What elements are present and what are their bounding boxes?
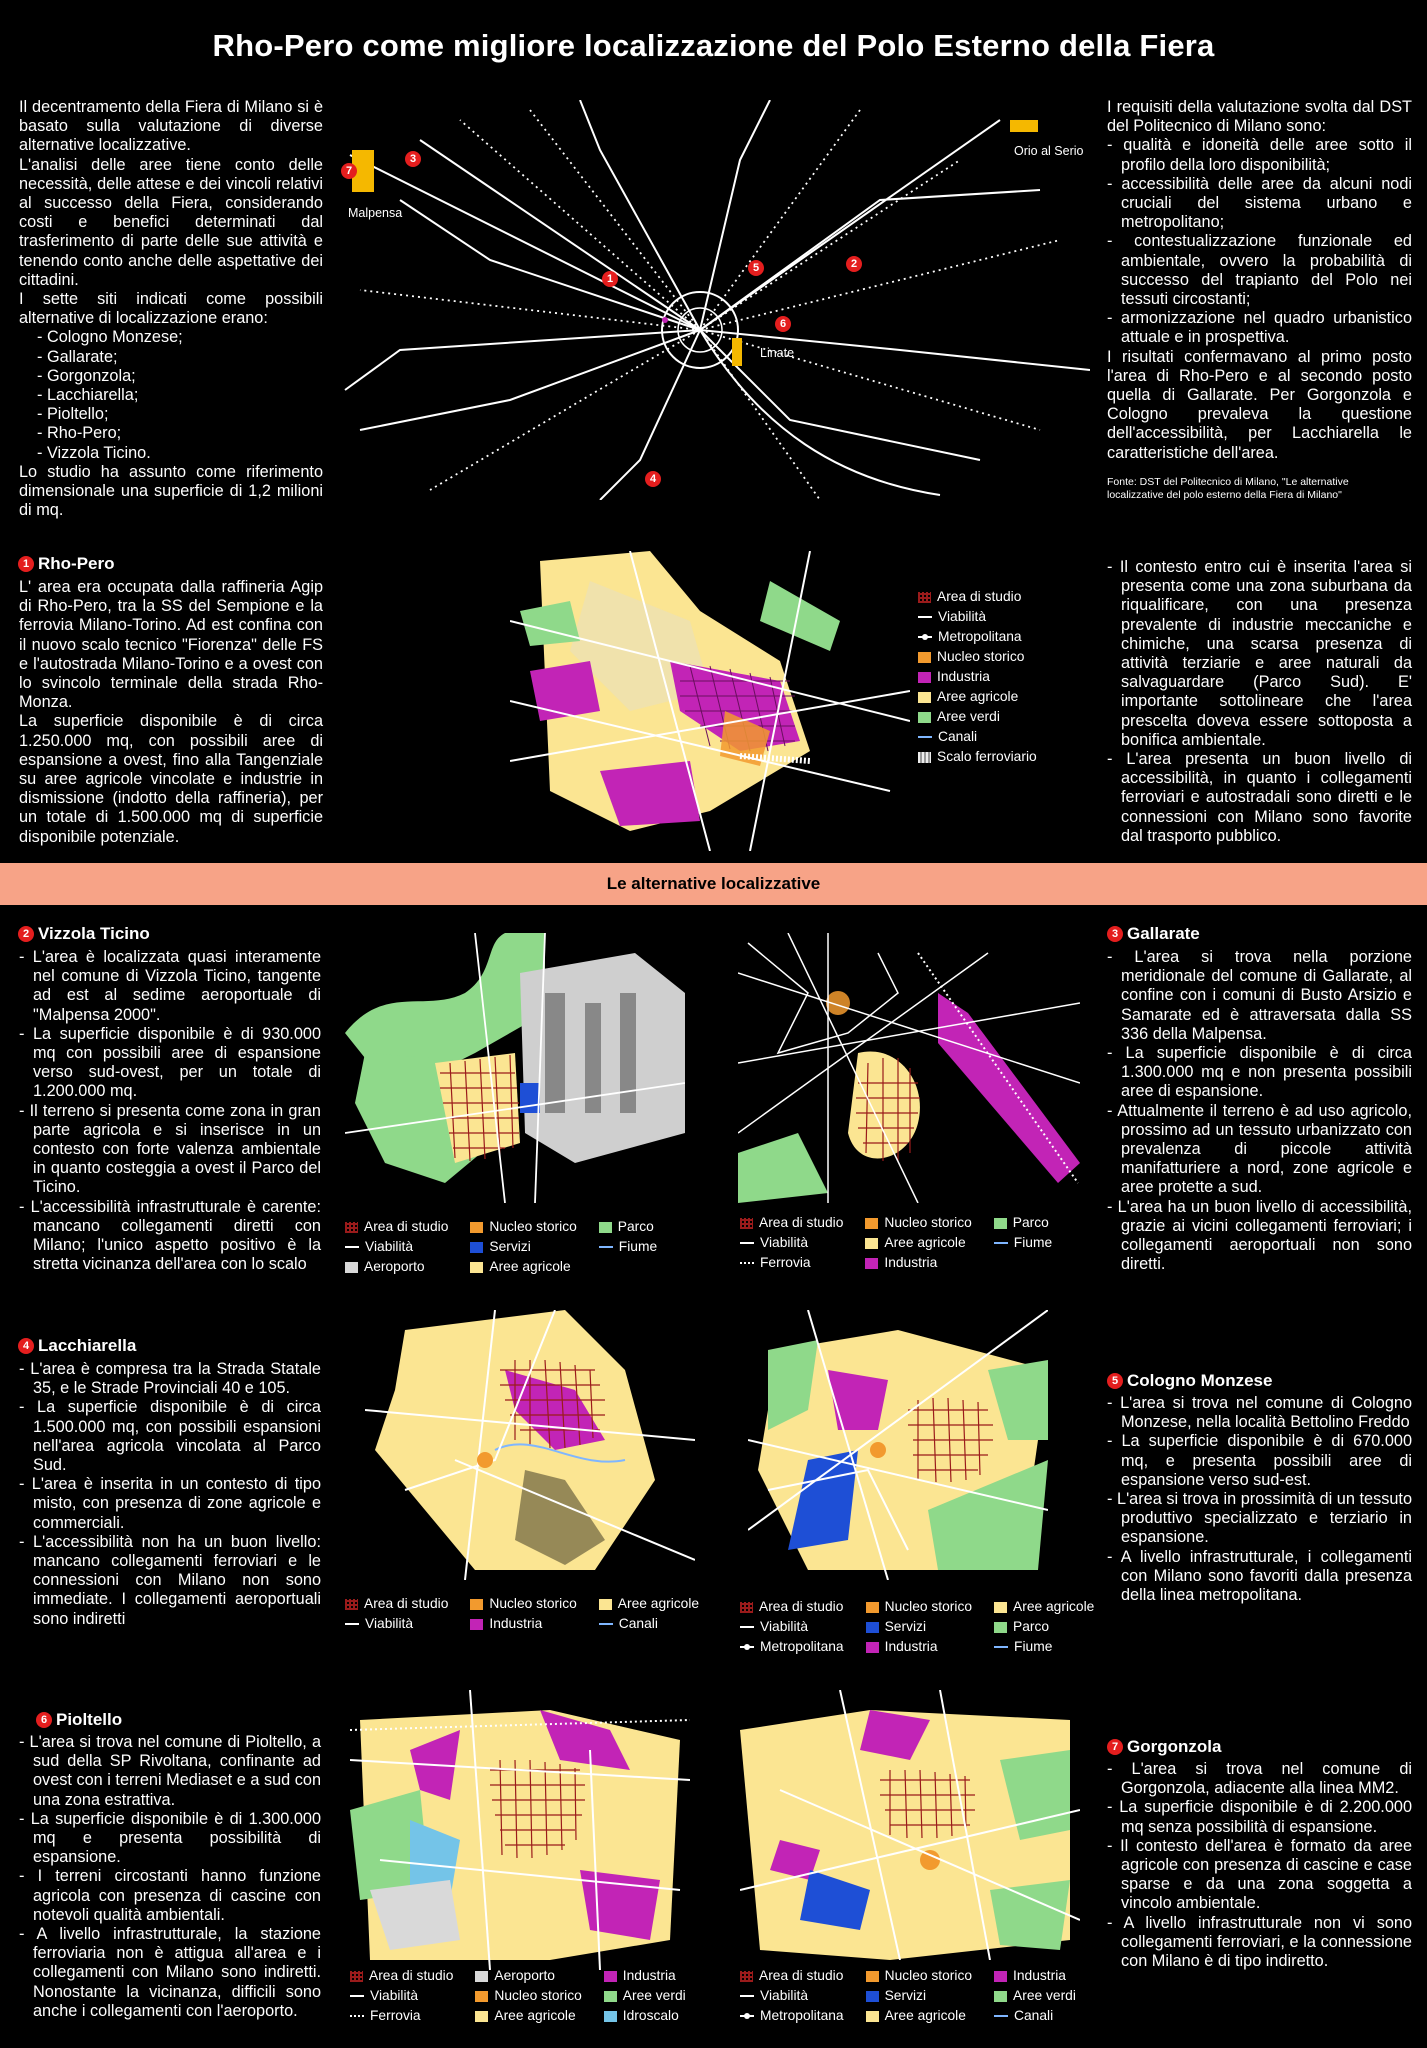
legend-label: Nucleo storico (884, 1968, 973, 1983)
swatch-aeroporto (475, 1971, 488, 1982)
swatch-studio (740, 1971, 753, 1982)
gorgonzola-legend (740, 1966, 1076, 2026)
site-item: - Rho-Pero; (37, 424, 122, 443)
cologno-item: - La superficie disponibile è di 670.000 mq, e presenta possibili aree di espansione verso sud-est. (1107, 1432, 1412, 1489)
swatch-studio (350, 1971, 363, 1982)
intro-paragraph: Il decentramento della Fiera di Milano si è basato sulla valutazione di diverse alternative localizzative. (19, 98, 323, 155)
gallarate-item: - L'area si trova nella porzione meridionale del comune di Gallarate, al confine con i comuni di Busto Arsizio e Samarate ed è attraversata dalla SS 336 della Malpensa. (1107, 948, 1412, 1043)
legend-label: Area di studio (937, 589, 1022, 604)
swatch-agricole (918, 692, 931, 703)
marker-5: 5 (1107, 1373, 1123, 1389)
lacchiarella-title-text: Lacchiarella (38, 1336, 137, 1355)
lacchiarella-text (19, 1360, 321, 1629)
rho-text (19, 578, 323, 847)
legend-label: Industria (884, 1255, 938, 1270)
swatch-agricole (475, 2011, 488, 2022)
rho-paragraph: L' area era occupata dalla raffineria Agip di Rho-Pero, tra la SS del Sempione e la ferrovia Milano-Torino. Ad est confina con il nuovo scalo tecnico "Fiorenza" delle FS e l'autostrada Milano-Torino e a ovest con lo svincolo terminale della strada Rho-Monza. (19, 578, 323, 712)
marker-3: 3 (1107, 926, 1123, 942)
rho-legend (918, 587, 1098, 767)
swatch-nucleo (918, 652, 931, 663)
site-item: - Cologno Monzese; (37, 328, 183, 347)
requirement-item: - contestualizzazione funzionale ed ambientale, ovvero la probabilità di successo del trapianto del Polo nei tessuti circostanti; (1107, 232, 1412, 309)
legend-label: Fiume (1014, 1639, 1053, 1654)
pioltello-item: - A livello infrastrutturale, la stazione ferroviaria non è attigua all'area e i collegamenti con Milano sono indiretti. Nonostante la vicinanza, difficili sono anche i collegamenti con l'aeroporto. (19, 1925, 321, 2020)
legend-label: Canali (618, 1616, 658, 1631)
legend-label: Area di studio (364, 1219, 449, 1234)
legend-label: Nucleo storico (494, 1988, 582, 2003)
swatch-nucleo (470, 1222, 483, 1233)
swatch-parco (994, 1622, 1007, 1633)
legend-label: Aree agricole (884, 2008, 966, 2023)
legend-label: Nucleo storico (884, 1215, 972, 1230)
gorgonzola-item: - La superficie disponibile è di 2.200.000 mq senza possibilità di espansione. (1107, 1798, 1412, 1836)
swatch-idroscalo (604, 2011, 617, 2022)
legend-label: Servizi (884, 1619, 927, 1634)
pioltello-item: - La superficie disponibile è di 1.300.000 mq e presenta possibilità di espansione. (19, 1809, 321, 1867)
gallarate-item: - Attualmente il terreno è ad uso agricolo, prossimo ad un tessuto urbanizzato con prevalenza di piccole attività manifatturiere a nord, zone agricole e aree protette a sud. (1107, 1101, 1412, 1197)
legend-label: Scalo ferroviario (937, 749, 1037, 764)
results-text: I risultati confermavano al primo posto l'area di Rho-Pero e al secondo posto quella di Gallarate. Per Gorgonzola e Cologno prevaleva la questione dell'accessibilità, per Lacchiarella le caratteristiche dell'area. (1107, 347, 1412, 462)
rho-analysis-item: - Il contesto entro cui è inserita l'area si presenta come una zona suburbana da riqualificare, con una presenza prevalente di industrie meccaniche e chimiche, una scarsa presenza di attività terziarie e aree naturali da salvaguardare (Parco Sud). E' importante sottolineare che l'area prescelta doveva essere sottoposta a bonifica ambientale. (1107, 558, 1412, 749)
cologno-title-text: Cologno Monzese (1127, 1371, 1273, 1390)
gallarate-item: - L'area ha un buon livello di accessibilità, grazie ai vicini collegamenti ferroviari; i collegamenti aeroportuali non sono diretti. (1107, 1197, 1412, 1274)
legend-label: Fiume (618, 1239, 658, 1254)
vizzola-title-text: Vizzola Ticino (38, 924, 150, 943)
intro-left (19, 98, 323, 520)
legend-label: Parco (617, 1219, 654, 1234)
cologno-map (748, 1310, 1048, 1580)
site-item: - Gallarate; (37, 347, 118, 366)
marker-1: 1 (18, 556, 34, 572)
swatch-nucleo (865, 1218, 878, 1229)
site-item: - Pioltello; (37, 405, 109, 424)
cologno-legend (740, 1597, 1094, 1657)
marker-7: 7 (341, 163, 357, 179)
swatch-metro (740, 2015, 754, 2017)
legend-label: Aree verdi (937, 709, 1000, 724)
legend-label: Idroscalo (622, 2008, 679, 2023)
swatch-ferrovia (740, 1262, 754, 1264)
swatch-industria (994, 1971, 1007, 1982)
legend-label: Ferrovia (760, 1255, 811, 1270)
legend-label: Aree verdi (622, 1988, 686, 2003)
legend-label: Servizi (489, 1239, 531, 1254)
legend-label: Industria (884, 1639, 938, 1654)
legend-label: Metropolitana (938, 629, 1022, 644)
pioltello-item: - L'area si trova nel comune di Pioltello, a sud della SP Rivoltana, confinante ad ovest con i terreni Mediaset e a sud con una zona estrattiva. (19, 1733, 321, 1809)
vizzola-map (345, 933, 685, 1203)
cologno-item: - A livello infrastrutturale, i collegamenti con Milano sono favoriti dalla presenza della linea metropolitana. (1107, 1547, 1412, 1605)
legend-label: Viabilità (760, 1235, 809, 1250)
legend-label: Area di studio (364, 1596, 449, 1611)
rho-title-text: Rho-Pero (38, 554, 115, 573)
pioltello-title (36, 1709, 122, 1731)
swatch-industria (865, 1258, 878, 1269)
requirement-item: - qualità e idoneità delle aree sotto il profilo della loro disponibilità; (1107, 136, 1412, 174)
legend-label: Industria (622, 1968, 676, 1983)
legend-label: Aree agricole (1013, 1599, 1095, 1614)
swatch-road (740, 1242, 754, 1244)
swatch-aeroporto (345, 1262, 358, 1273)
vizzola-title (18, 923, 150, 945)
swatch-studio (740, 1218, 753, 1229)
gorgonzola-text (1107, 1760, 1412, 1971)
requirements-intro: I requisiti della valutazione svolta dal DST del Politecnico di Milano sono: (1107, 98, 1412, 136)
swatch-fiume (994, 1646, 1008, 1648)
swatch-metro (740, 1646, 754, 1648)
swatch-road (740, 1626, 754, 1628)
legend-label: Viabilità (370, 1988, 419, 2003)
source-note: Fonte: DST del Politecnico di Milano, "Le alternative localizzative del polo esterno della Fiera di Milano" (1107, 476, 1349, 501)
swatch-industria (866, 1642, 879, 1653)
swatch-fiume (994, 1242, 1008, 1244)
pioltello-title-text: Pioltello (56, 1710, 123, 1729)
swatch-agricole (599, 1599, 612, 1610)
gallarate-legend (740, 1213, 1052, 1273)
rho-analysis (1107, 558, 1412, 846)
pioltello-map (350, 1690, 690, 1970)
gorgonzola-item: - A livello infrastrutturale non vi sono collegamenti ferroviari, e la connessione con Milano è di tipo indiretto. (1107, 1913, 1412, 1971)
gorgonzola-item: - Il contesto dell'area è formato da aree agricole con presenza di cascine e case sparse e da una zona soggetta a vincolo ambientale. (1107, 1836, 1412, 1913)
label-orio: Orio al Serio (1014, 144, 1084, 158)
swatch-servizi (866, 1991, 879, 2002)
requirement-item: - accessibilità delle aree da alcuni nodi cruciali del sistema urbano e metropolitano; (1107, 174, 1412, 232)
overview-map (340, 100, 1090, 500)
marker-6: 6 (36, 1712, 52, 1728)
legend-label: Area di studio (759, 1599, 844, 1614)
marker-2: 2 (846, 256, 862, 272)
gorgonzola-item: - L'area si trova nel comune di Gorgonzola, adiacente alla linea MM2. (1107, 1760, 1412, 1798)
legend-label: Nucleo storico (937, 649, 1025, 664)
cologno-title (1107, 1370, 1272, 1392)
swatch-studio (345, 1222, 358, 1233)
swatch-road (345, 1623, 359, 1625)
swatch-studio (345, 1599, 358, 1610)
legend-label: Parco (1012, 1215, 1049, 1230)
legend-label: Metropolitana (760, 2008, 844, 2023)
site-item: - Lacchiarella; (37, 386, 139, 405)
vizzola-text (19, 948, 321, 1274)
cologno-item: - L'area si trova nel comune di Cologno Monzese, nella località Bettolino Freddo (1107, 1394, 1412, 1432)
label-linate: Linate (760, 346, 795, 360)
swatch-studio (918, 592, 931, 603)
swatch-nucleo (470, 1599, 483, 1610)
gorgonzola-title-text: Gorgonzola (1127, 1737, 1222, 1756)
lacchiarella-item: - L'area è compresa tra la Strada Statale 35, e le Strade Provinciali 40 e 105. (19, 1360, 321, 1398)
page-title: Rho-Pero come migliore localizzazione del Polo Esterno della Fiera (212, 28, 1215, 63)
gallarate-item: - La superficie disponibile è di circa 1.300.000 mq e non presenta possibili aree di espansione. (1107, 1044, 1412, 1101)
gorgonzola-title (1107, 1736, 1221, 1758)
swatch-nucleo (475, 1991, 488, 2002)
lacchiarella-legend (345, 1594, 699, 1634)
swatch-verdi (918, 712, 931, 723)
swatch-parco (994, 1218, 1007, 1229)
vizzola-item: - L'area è localizzata quasi interamente nel comune di Vizzola Ticino, tangente ad est al sedime aeroportuale di "Malpensa 2000". (19, 948, 321, 1024)
legend-label: Area di studio (759, 1215, 844, 1230)
vizzola-item: - La superficie disponibile è di 930.000 mq con possibili aree di espansione verso sud-ovest, per un totale di 1.200.000 mq. (19, 1024, 321, 1101)
legend-label: Viabilità (938, 609, 987, 624)
swatch-parco (599, 1222, 612, 1233)
swatch-canal (918, 736, 932, 738)
lacchiarella-map (365, 1310, 695, 1580)
marker-3: 3 (405, 151, 421, 167)
swatch-road (345, 1246, 359, 1248)
gallarate-title (1107, 923, 1200, 945)
lacchiarella-title (18, 1335, 136, 1357)
marker-4: 4 (645, 471, 661, 487)
legend-label: Servizi (884, 1988, 927, 2003)
intro-paragraph: I sette siti indicati come possibili alternative di localizzazione erano: (19, 290, 323, 328)
legend-label: Aree agricole (884, 1235, 966, 1250)
marker-7: 7 (1107, 1739, 1123, 1755)
legend-label: Nucleo storico (489, 1219, 577, 1234)
lacchiarella-item: - L'accessibilità non ha un buon livello: mancano collegamenti ferroviari e le connessioni con Milano non sono immediate. I collegamenti aeroportuali sono indiretti (19, 1532, 321, 1628)
swatch-ferrovia (350, 2015, 364, 2017)
swatch-nucleo (866, 1971, 879, 1982)
intro-paragraph: L'analisi delle aree tiene conto delle necessità, delle attese e dei vincoli relativi al successo della Fiera, considerando costi e benefici determinati dal trasferimento di parte delle sue attività e tenendo conto anche delle aspettative dei cittadini. (19, 155, 323, 289)
legend-label: Aeroporto (494, 1968, 555, 1983)
swatch-agricole (994, 1602, 1007, 1613)
site-item: - Gorgonzola; (37, 366, 136, 385)
legend-label: Nucleo storico (884, 1599, 973, 1614)
alternatives-band: Le alternative localizzative (0, 863, 1427, 905)
legend-label: Canali (938, 729, 978, 744)
swatch-studio (740, 1602, 753, 1613)
legend-label: Viabilità (365, 1239, 414, 1254)
legend-label: Ferrovia (370, 2008, 421, 2023)
swatch-canal (994, 2015, 1008, 2017)
swatch-road (740, 1995, 754, 1997)
gallarate-text (1107, 948, 1412, 1274)
swatch-agricole (470, 1262, 483, 1273)
legend-label: Aree agricole (937, 689, 1019, 704)
rho-title (18, 553, 115, 575)
vizzola-legend (345, 1217, 657, 1277)
gorgonzola-map (740, 1690, 1080, 1960)
intro-right (1107, 98, 1412, 463)
legend-label: Area di studio (369, 1968, 454, 1983)
cologno-item: - L'area si trova in prossimità di un tessuto produttivo specializzato e terziario in espansione. (1107, 1490, 1412, 1547)
rho-paragraph: La superficie disponibile è di circa 1.250.000 mq, con possibili aree di espansione a ovest, fino alla Tangenziale su aree agricole vincolate e industrie in dismissione (indotto della raffineria), per un totale di 1.500.000 mq di superficie disponibile potenziale. (19, 712, 323, 846)
swatch-metro (918, 636, 932, 638)
swatch-industria (604, 1971, 617, 1982)
requirement-item: - armonizzazione nel quadro urbanistico attuale e in prospettiva. (1107, 309, 1412, 347)
legend-label: Viabilità (365, 1616, 414, 1631)
rho-analysis-item: - L'area presenta un buon livello di accessibilità, in quanto i collegamenti ferroviari e autostradali sono diretti e le connessioni con Milano sono favorite dal trasporto pubblico. (1107, 750, 1412, 845)
swatch-servizi (866, 1622, 879, 1633)
swatch-industria (470, 1619, 483, 1630)
pioltello-legend (350, 1966, 686, 2026)
legend-label: Area di studio (759, 1968, 844, 1983)
swatch-fiume (599, 1246, 613, 1248)
legend-label: Viabilità (760, 1619, 809, 1634)
legend-label: Parco (1013, 1619, 1050, 1634)
legend-label: Aree agricole (617, 1596, 700, 1611)
legend-label: Aeroporto (364, 1259, 425, 1274)
legend-label: Nucleo storico (489, 1596, 577, 1611)
swatch-agricole (866, 2011, 879, 2022)
pioltello-item: - I terreni circostanti hanno funzione agricola con presenza di cascine con notevoli qualità ambientali. (19, 1867, 321, 1924)
legend-label: Fiume (1013, 1235, 1053, 1250)
marker-6: 6 (775, 316, 791, 332)
intro-closing: Lo studio ha assunto come riferimento dimensionale una superficie di 1,2 milioni di mq. (19, 462, 323, 520)
swatch-industria (918, 672, 931, 683)
lacchiarella-item: - La superficie disponibile è di circa 1.500.000 mq, con possibili espansioni nell'area agricola vincolata al Parco Sud. (19, 1398, 321, 1475)
legend-label: Aree verdi (1013, 1988, 1076, 2003)
rho-map (510, 551, 910, 851)
vizzola-item: - L'accessibilità infrastrutturale è carente: mancano collegamenti diretti con Milano; l'unico aspetto positivo è la stretta vicinanza dell'area con lo scalo (19, 1197, 321, 1274)
gallarate-title-text: Gallarate (1127, 924, 1200, 943)
swatch-road (350, 1995, 364, 1997)
legend-label: Industria (489, 1616, 543, 1631)
legend-label: Canali (1014, 2008, 1054, 2023)
swatch-road (918, 616, 932, 618)
swatch-scalo (918, 752, 931, 763)
legend-label: Industria (1013, 1968, 1066, 1983)
swatch-nucleo (866, 1602, 879, 1613)
marker-2: 2 (18, 926, 34, 942)
legend-label: Aree agricole (494, 2008, 576, 2023)
label-malpensa: Malpensa (348, 206, 403, 220)
site-item: - Vizzola Ticino. (37, 443, 151, 462)
swatch-agricole (865, 1238, 878, 1249)
swatch-verdi (994, 1991, 1007, 2002)
marker-1: 1 (602, 271, 618, 287)
legend-label: Aree agricole (489, 1259, 571, 1274)
swatch-servizi (470, 1242, 483, 1253)
legend-label: Industria (937, 669, 990, 684)
marker-5: 5 (748, 260, 764, 276)
legend-label: Metropolitana (760, 1639, 844, 1654)
lacchiarella-item: - L'area è inserita in un contesto di tipo misto, con presenza di zone agricole e commerciali. (19, 1475, 321, 1532)
legend-label: Viabilità (760, 1988, 809, 2003)
marker-4: 4 (18, 1338, 34, 1354)
pioltello-text (19, 1733, 321, 2021)
cologno-text (1107, 1394, 1412, 1605)
swatch-canal (599, 1623, 613, 1625)
vizzola-item: - Il terreno si presenta come zona in gran parte agricola e si inserisce in un contesto con forte valenza ambientale in quanto costeggia a ovest il Parco del Ticino. (19, 1101, 321, 1197)
swatch-verdi (604, 1991, 617, 2002)
gallarate-map (738, 933, 1080, 1203)
